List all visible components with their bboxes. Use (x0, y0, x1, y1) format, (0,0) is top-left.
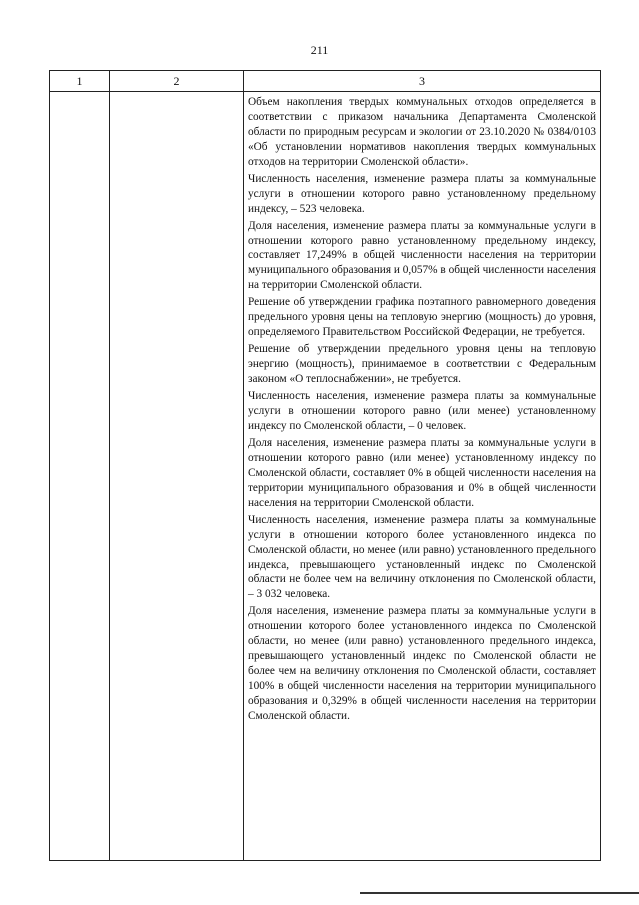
paragraph-share-below-index: Доля населения, изменение размера платы за коммунальные услуги в отношении которого равно (или менее) установленному индексу по Смоленской области, составляет 0% в общей численности населения на территории муниципального образования и 0% в общей численности населения на территории Смоленской области. (248, 437, 596, 509)
paragraph-population-equal-limit: Численность населения, изменение размера платы за коммунальные услуги в отношении которого равно установленному предельному индексу, – 523 человека. (248, 172, 596, 215)
column-header-3: 3 (244, 71, 601, 92)
page-bottom-rule (360, 892, 639, 894)
column-header-1: 1 (50, 71, 110, 92)
document-table (49, 70, 601, 861)
paragraph-share-between-indices: Доля населения, изменение размера платы за коммунальные услуги в отношении которого более установленного индекса по Смоленской области, но менее (или равно) установленного предельного индекса, превышающего установленный индекс по Смоленской области не более чем на величину отклонения по Смоленской области, составляет 100% в общей численности населения на территории муниципального образования и 0,329% в общей численности населения на территории Смоленской области. (248, 605, 596, 722)
column-header-2: 2 (110, 71, 244, 92)
paragraph-share-equal-limit: Доля населения, изменение размера платы за коммунальные услуги в отношении которого равно установленному предельному индексу, составляет 17,249% в общей численности населения на территории муниципального образования и 0,057% в общей численности населения на территории Смоленской области. (248, 219, 596, 292)
table-cell-col1 (50, 92, 110, 861)
table-cell-col3 (244, 92, 601, 861)
paragraph-heat-price-limit: Решение об утверждении предельного уровня цены на тепловую энергию (мощность), принимаемое в соответствии с Федеральным законом «О теплоснабжении», не требуется. (248, 343, 596, 386)
paragraph-heat-price-schedule: Решение об утверждении графика поэтапного равномерного доведения предельного уровня цены на тепловую энергию (мощность) до уровня, определяемого Правительством Российской Федерации, не требуется. (248, 296, 596, 339)
page-number: 211 (310, 43, 329, 57)
paragraph-tko-accumulation: Объем накопления твердых коммунальных отходов определяется в соответствии с приказом начальника Департамента Смоленской области по природным ресурсам и экологии от 23.10.2020 № 0384/0103 «Об установлении нормативов накопления твердых коммунальных отходов на территории Смоленской области». (248, 96, 596, 168)
paragraph-population-below-index: Численность населения, изменение размера платы за коммунальные услуги в отношении которого равно (или менее) установленному индексу по Смоленской области, – 0 человек. (248, 390, 596, 432)
cell-content (244, 92, 600, 724)
table-row (50, 92, 601, 861)
paragraph-population-between-indices: Численность населения, изменение размера платы за коммунальные услуги в отношении которого более установленного индекса по Смоленской области, но менее (или равно) установленного предельного индекса, превышающего установленный индекс по Смоленской области не более чем на величину отклонения по Смоленской области, – 3 032 человека. (248, 513, 596, 601)
table-cell-col2 (110, 92, 244, 861)
table-header-row (50, 71, 601, 92)
